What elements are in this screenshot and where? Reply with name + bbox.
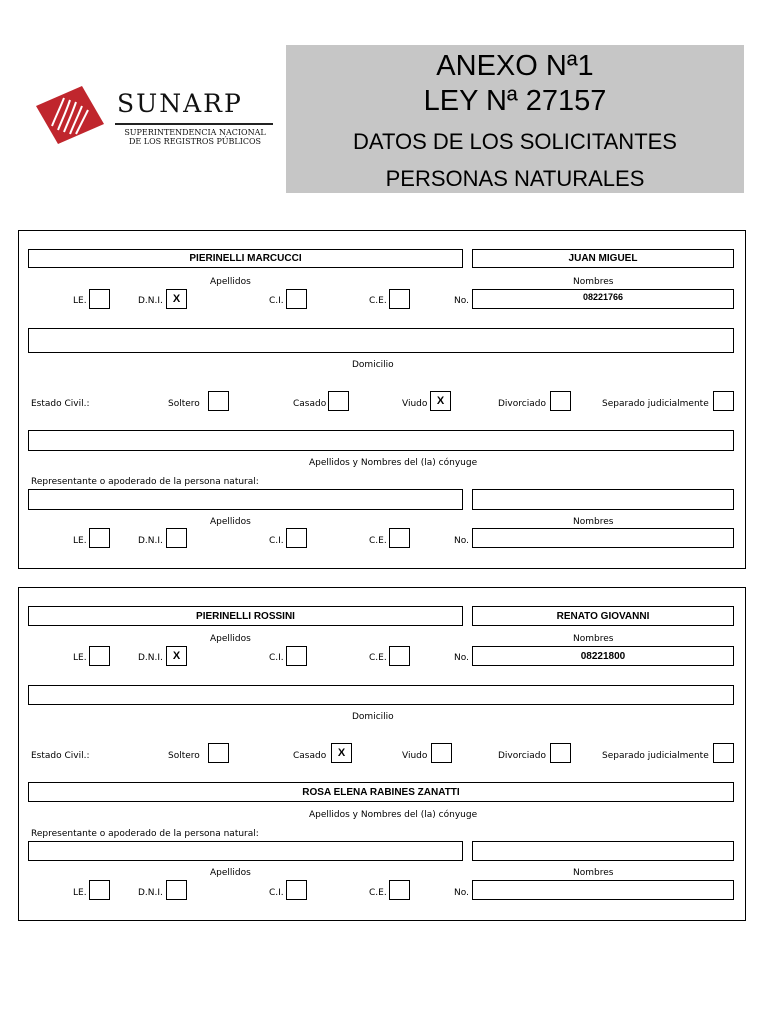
rep-le-checkbox[interactable] [89, 528, 110, 548]
divorciado-label: Divorciado [498, 399, 546, 409]
rep-ci-checkbox[interactable] [286, 528, 307, 548]
casado-label: Casado [293, 399, 327, 409]
separado-checkbox[interactable] [713, 743, 734, 763]
divorciado-label: Divorciado [498, 751, 546, 761]
viudo-checkbox[interactable]: X [430, 391, 451, 411]
brand-divider [115, 123, 273, 125]
apellidos-field[interactable]: PIERINELLI MARCUCCI [28, 249, 463, 268]
divorciado-checkbox[interactable] [550, 391, 571, 411]
soltero-label: Soltero [168, 751, 200, 761]
le-label: LE. [73, 653, 87, 663]
header-box [286, 45, 744, 193]
estado-civil-label: Estado Civil.: [31, 751, 90, 761]
dni-checkbox[interactable]: X [166, 646, 187, 666]
separado-checkbox[interactable] [713, 391, 734, 411]
nombres-field[interactable]: JUAN MIGUEL [472, 249, 734, 268]
ci-label: C.I. [269, 653, 284, 663]
dni-checkbox[interactable]: X [166, 289, 187, 309]
conyuge-field[interactable]: ROSA ELENA RABINES ZANATTI [28, 782, 734, 802]
rep-dni-checkbox[interactable] [166, 528, 187, 548]
no-label: No. [454, 296, 469, 306]
rep-nombres-field[interactable] [472, 489, 734, 510]
apellidos-label: Apellidos [210, 277, 251, 287]
sunarp-emblem-icon [36, 86, 104, 144]
soltero-checkbox[interactable] [208, 391, 229, 411]
viudo-label: Viudo [402, 751, 428, 761]
rep-numero-field[interactable] [472, 880, 734, 900]
le-label: LE. [73, 296, 87, 306]
representante-label: Representante o apoderado de la persona natural: [31, 477, 259, 487]
rep-nombres-field[interactable] [472, 841, 734, 861]
ci-checkbox[interactable] [286, 289, 307, 309]
rep-le-label: LE. [73, 536, 87, 546]
rep-apellidos-field[interactable] [28, 489, 463, 510]
separado-label: Separado judicialmente [602, 751, 709, 761]
rep-apellidos-label: Apellidos [210, 868, 251, 878]
separado-label: Separado judicialmente [602, 399, 709, 409]
rep-le-label: LE. [73, 888, 87, 898]
rep-no-label: No. [454, 888, 469, 898]
rep-ci-label: C.I. [269, 536, 284, 546]
domicilio-label: Domicilio [352, 360, 394, 370]
divorciado-checkbox[interactable] [550, 743, 571, 763]
conyuge-label: Apellidos y Nombres del (la) cónyuge [309, 810, 478, 820]
numero-field[interactable]: 08221800 [472, 646, 734, 666]
domicilio-field[interactable] [28, 685, 734, 705]
header-annex: ANEXO Nª1 [436, 50, 594, 82]
rep-ce-label: C.E. [369, 536, 387, 546]
apellidos-label: Apellidos [210, 634, 251, 644]
estado-civil-label: Estado Civil.: [31, 399, 90, 409]
header-law: LEY Nª 27157 [423, 85, 607, 117]
no-label: No. [454, 653, 469, 663]
le-checkbox[interactable] [89, 289, 110, 309]
ce-label: C.E. [369, 653, 387, 663]
brand-subtitle [115, 128, 275, 146]
rep-ce-label: C.E. [369, 888, 387, 898]
rep-nombres-label: Nombres [573, 868, 614, 878]
rep-le-checkbox[interactable] [89, 880, 110, 900]
rep-dni-label: D.N.I. [138, 536, 163, 546]
domicilio-label: Domicilio [352, 712, 394, 722]
viudo-label: Viudo [402, 399, 428, 409]
rep-ci-checkbox[interactable] [286, 880, 307, 900]
soltero-label: Soltero [168, 399, 200, 409]
conyuge-field[interactable] [28, 430, 734, 451]
rep-ce-checkbox[interactable] [389, 880, 410, 900]
rep-dni-checkbox[interactable] [166, 880, 187, 900]
dni-label: D.N.I. [138, 653, 163, 663]
brand-name: SUNARP [117, 89, 243, 118]
representante-label: Representante o apoderado de la persona natural: [31, 829, 259, 839]
rep-apellidos-label: Apellidos [210, 517, 251, 527]
ci-checkbox[interactable] [286, 646, 307, 666]
rep-ce-checkbox[interactable] [389, 528, 410, 548]
header-subtitle-2: PERSONAS NATURALES [385, 166, 645, 191]
viudo-checkbox[interactable] [431, 743, 452, 763]
soltero-checkbox[interactable] [208, 743, 229, 763]
apellidos-field[interactable]: PIERINELLI ROSSINI [28, 606, 463, 626]
rep-apellidos-field[interactable] [28, 841, 463, 861]
numero-field[interactable]: 08221766 [472, 289, 734, 309]
le-checkbox[interactable] [89, 646, 110, 666]
nombres-label: Nombres [573, 634, 614, 644]
nombres-label: Nombres [573, 277, 614, 287]
rep-ci-label: C.I. [269, 888, 284, 898]
ce-label: C.E. [369, 296, 387, 306]
brand-subtitle-line1: SUPERINTENDENCIA NACIONAL [124, 128, 266, 137]
rep-dni-label: D.N.I. [138, 888, 163, 898]
dni-label: D.N.I. [138, 296, 163, 306]
rep-no-label: No. [454, 536, 469, 546]
nombres-field[interactable]: RENATO GIOVANNI [472, 606, 734, 626]
casado-checkbox[interactable]: X [331, 743, 352, 763]
casado-checkbox[interactable] [328, 391, 349, 411]
header-subtitle: DATOS DE LOS SOLICITANTES [353, 129, 677, 154]
ce-checkbox[interactable] [389, 646, 410, 666]
brand-subtitle-line2: DE LOS REGISTROS PÚBLICOS [128, 137, 262, 146]
rep-numero-field[interactable] [472, 528, 734, 548]
conyuge-label: Apellidos y Nombres del (la) cónyuge [309, 458, 478, 468]
rep-nombres-label: Nombres [573, 517, 614, 527]
domicilio-field[interactable] [28, 328, 734, 353]
ci-label: C.I. [269, 296, 284, 306]
casado-label: Casado [293, 751, 327, 761]
ce-checkbox[interactable] [389, 289, 410, 309]
